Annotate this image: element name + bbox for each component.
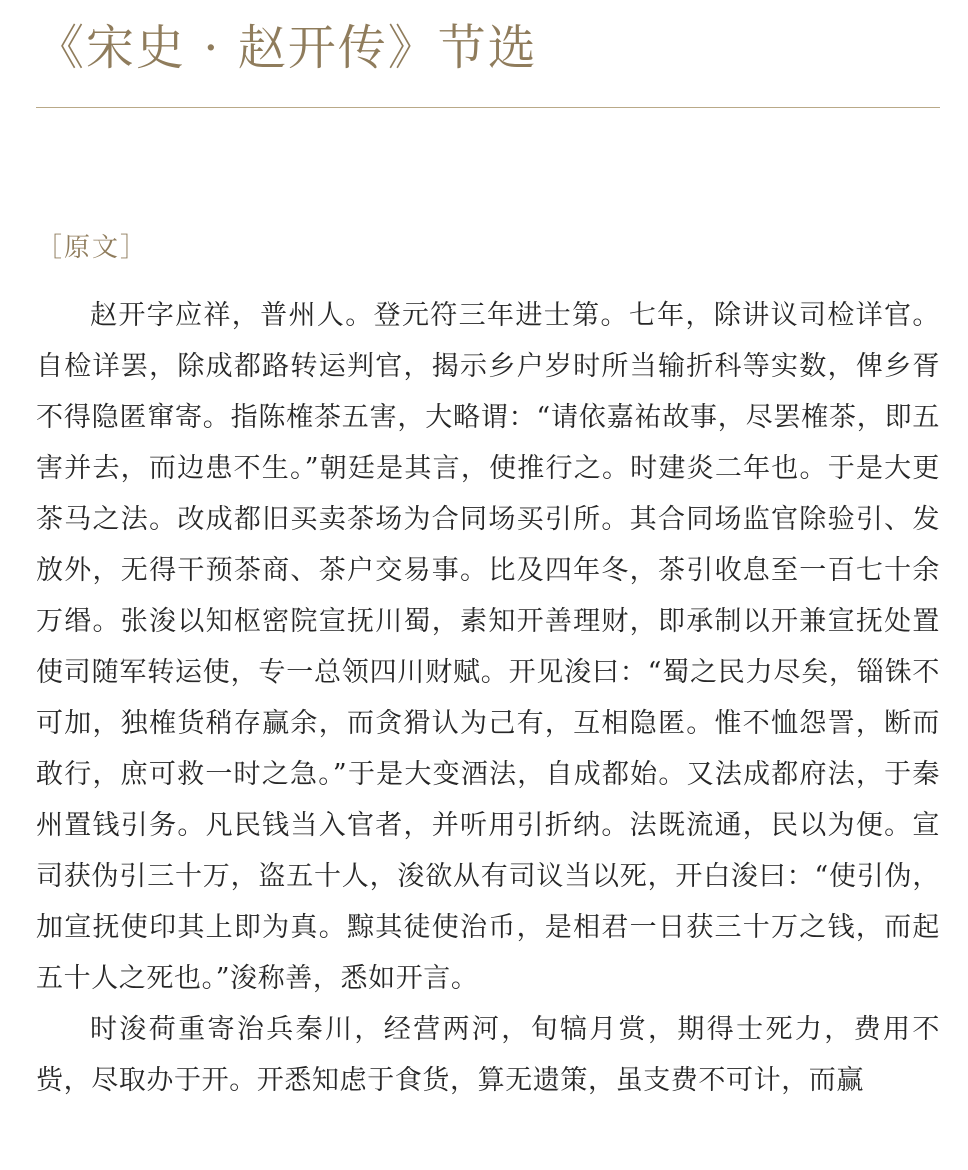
section-label-original-text: ［原文］ [36,233,149,263]
paragraph-1: 赵开字应祥，普州人。登元符三年进士第。七年，除讲议司检详官。自检详罢，除成都路转运判官，揭示乡户岁时所当输折科等实数，俾乡胥不得隐匿窜寄。指陈榷茶五害，大略谓：“请依嘉祐故事，尽罢榷茶，即五害并去，而边患不生。”朝廷是其言，使推行之。时建炎二年也。于是大更茶马之法。改成都旧买卖茶场为合同场买引所。其合同场监官除验引、发放外，无得干预茶商、茶户交易事。比及四年冬，茶引收息至一百七十余万缗。张浚以知枢密院宣抚川蜀，素知开善理财，即承制以开兼宣抚处置使司随军转运使，专一总领四川财赋。开见浚曰：“蜀之民力尽矣，锱铢不可加，独榷货稍存赢余，而贪猾认为己有，互相隐匿。惟不恤怨詈，断而敢行，庶可救一时之急。”于是大变酒法，自成都始。又法成都府法，于秦州置钱引务。凡民钱当入官者，并听用引折纳。法既流通，民以为便。宣司获伪引三十万，盗五十人，浚欲从有司议当以死，开白浚曰：“使引伪，加宣抚使印其上即为真。黥其徒使治币，是相君一日获三十万之钱，而起五十人之死也。”浚称善，悉如开言。 [36,300,940,994]
document-title: 《宋史 · 赵开传》节选 [36,20,538,76]
title-divider [36,107,940,108]
original-text-body [36,290,940,1106]
paragraph-2: 时浚荷重寄治兵秦川，经营两河，旬犒月赏，期得士死力，费用不赀，尽取办于开。开悉知虑于食货，算无遗策，虽支费不可计，而赢 [36,1014,940,1096]
